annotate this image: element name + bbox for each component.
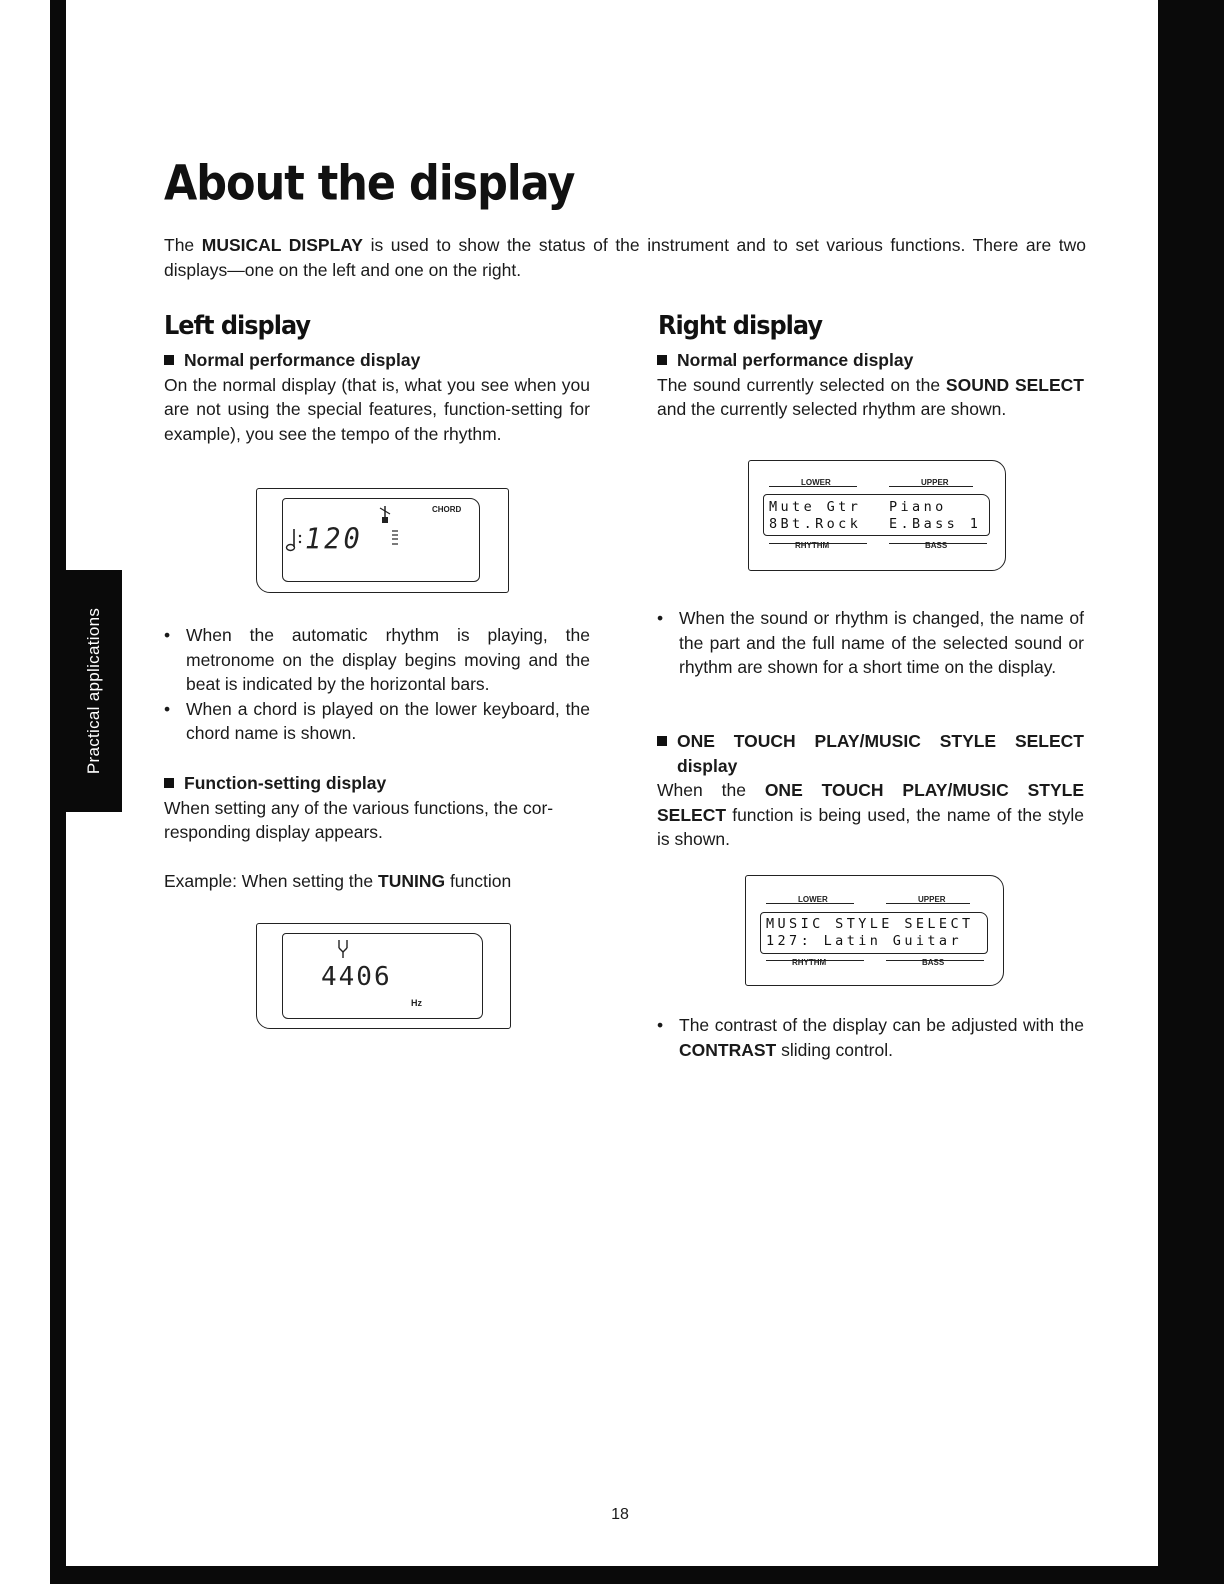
intro-bold-term: MUSICAL DISPLAY bbox=[201, 235, 363, 255]
music-style-lcd-diagram bbox=[745, 875, 1004, 986]
right-normal-lcd-diagram bbox=[748, 460, 1006, 571]
right-normal-subhead: Normal performance display bbox=[657, 348, 1084, 373]
lower-row-right: E.Bass 1 bbox=[889, 516, 982, 532]
chord-label: CHORD bbox=[432, 505, 462, 514]
page-border-right bbox=[1158, 0, 1224, 1584]
bullet-item: • The contrast of the display can be adjusted with the CONTRAST sliding control. bbox=[657, 1015, 1084, 1060]
lower-label: LOWER bbox=[801, 478, 831, 487]
right-display-heading: Right display bbox=[658, 310, 822, 341]
intro-text-2: is used to show the status of the instrument and to set various functions. There are two displays—one on the left and one on the right. bbox=[164, 235, 1086, 280]
left-normal-text: On the normal display (that is, what you see when you are not using the special features, function-setting for example), you see the tempo of the rhythm. bbox=[164, 374, 590, 444]
left-normal-subhead: Normal performance display bbox=[164, 348, 590, 373]
rhythm-label: RHYTHM bbox=[792, 958, 827, 967]
section-side-tab bbox=[66, 570, 122, 812]
function-subhead: Function-setting display bbox=[164, 771, 590, 796]
upper-row-left: Mute Gtr bbox=[769, 499, 862, 515]
upper-row-right: Piano bbox=[889, 499, 947, 515]
bass-label: BASS bbox=[922, 958, 945, 967]
hz-unit-label: Hz bbox=[411, 998, 422, 1008]
square-bullet-icon bbox=[657, 736, 667, 746]
square-bullet-icon bbox=[164, 355, 174, 365]
style-select-line-1: MUSIC STYLE SELECT bbox=[766, 916, 974, 932]
lower-label: LOWER bbox=[798, 895, 828, 904]
side-tab-label: Practical applications bbox=[84, 607, 104, 775]
right-normal-text: The sound currently selected on the SOUND SELECT and the currently selected rhythm are shown. bbox=[657, 374, 1084, 419]
style-select-line-2: 127: Latin Guitar bbox=[766, 933, 962, 949]
square-bullet-icon bbox=[657, 355, 667, 365]
tuning-example: Example: When setting the TUNING function bbox=[164, 871, 512, 891]
tuning-frequency-readout: 4406 bbox=[321, 962, 392, 992]
tuning-indicator-icon bbox=[336, 938, 350, 960]
one-touch-section bbox=[657, 729, 1084, 852]
upper-label: UPPER bbox=[918, 895, 946, 904]
left-display-heading: Left display bbox=[164, 310, 311, 341]
square-bullet-icon bbox=[164, 778, 174, 788]
page-title: About the display bbox=[164, 156, 575, 212]
rhythm-label: RHYTHM bbox=[795, 541, 830, 550]
intro-text-1: The bbox=[164, 235, 202, 255]
intro-paragraph bbox=[164, 233, 1086, 283]
right-bullet-2 bbox=[657, 1013, 1084, 1062]
upper-label: UPPER bbox=[921, 478, 949, 487]
left-bullets bbox=[164, 623, 590, 746]
right-normal-section bbox=[657, 348, 1084, 422]
left-function-section bbox=[164, 771, 590, 845]
page-number: 18 bbox=[611, 1506, 629, 1523]
left-normal-section bbox=[164, 348, 590, 446]
bullet-item: • When a chord is played on the lower keyboard, the chord name is shown. bbox=[164, 698, 590, 743]
page-border-left bbox=[0, 0, 66, 1584]
right-bullet-1 bbox=[657, 606, 1084, 680]
one-touch-text: When the ONE TOUCH PLAY/MUSIC STYLE SELECT function is being used, the name of the style is shown. bbox=[657, 780, 1084, 849]
page-border-bottom bbox=[50, 1566, 1158, 1584]
function-text: When setting any of the various functions, the cor-responding display appears. bbox=[164, 797, 554, 842]
bass-label: BASS bbox=[925, 541, 948, 550]
lower-row-left: 8Bt.Rock bbox=[769, 516, 862, 532]
one-touch-subhead: ONE TOUCH PLAY/MUSIC STYLE SELECT display bbox=[657, 729, 1084, 778]
tuning-lcd-diagram bbox=[256, 923, 511, 1029]
quarter-note-icon bbox=[285, 527, 305, 553]
tempo-readout: 120 bbox=[305, 523, 363, 556]
bullet-item: • When the sound or rhythm is changed, the name of the part and the full name of the selected sound or rhythm are shown for a short time on the display. bbox=[657, 608, 1084, 677]
bullet-item: • When the automatic rhythm is playing, the metronome on the display begins moving and the beat is indicated by the horizontal bars. bbox=[164, 625, 590, 694]
left-normal-lcd-diagram bbox=[256, 488, 509, 593]
